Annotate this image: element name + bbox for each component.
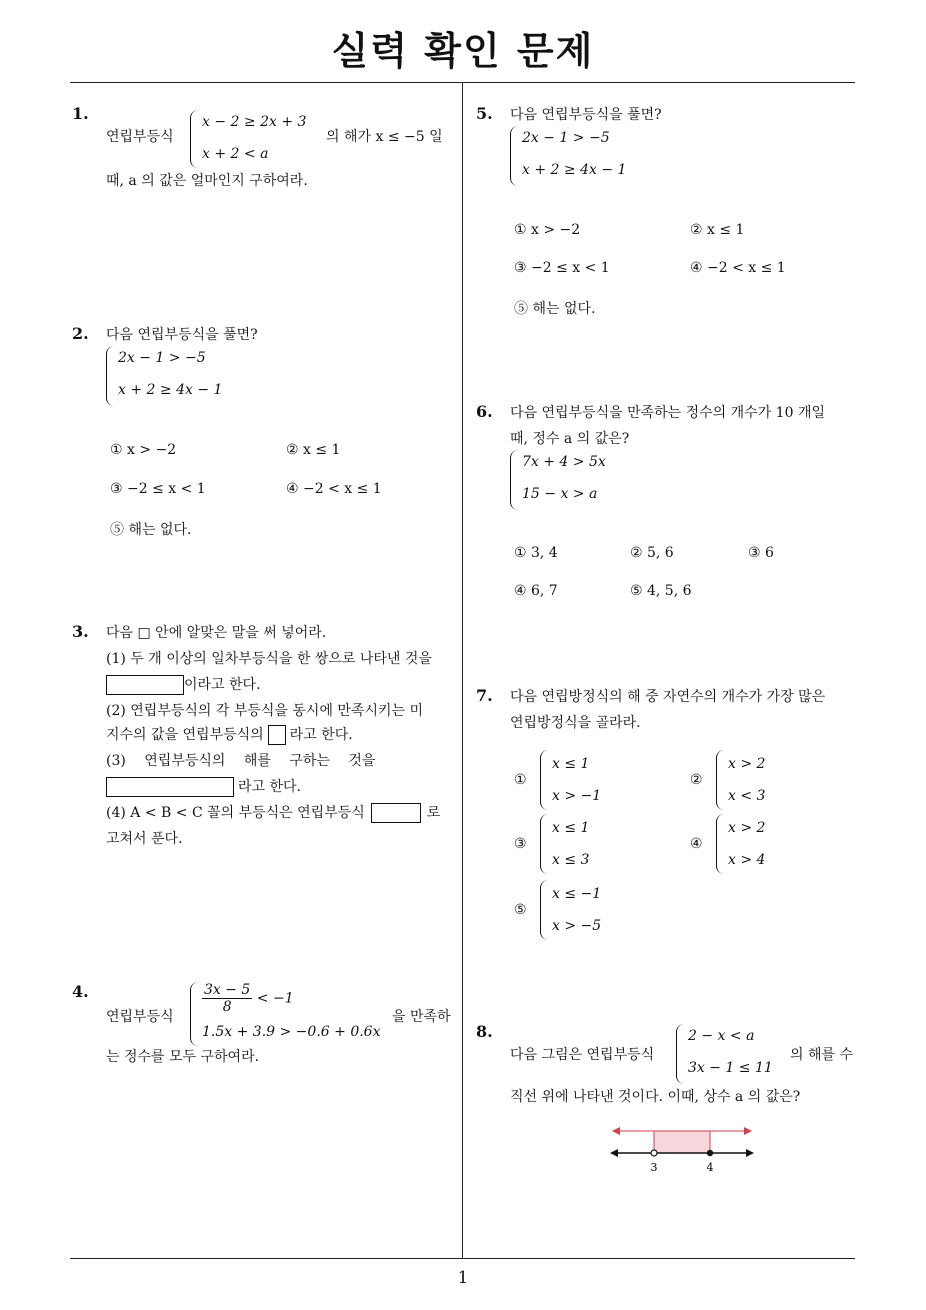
axis-left-arrow-icon	[610, 1149, 618, 1157]
row-tail: < −1	[256, 990, 294, 1007]
question-text: 다음 그림은 연립부등식	[510, 1047, 655, 1063]
choice-5[interactable]: ⑤ 해는 없다.	[514, 301, 596, 317]
inequality-system	[676, 1024, 776, 1084]
column-divider	[462, 83, 463, 1258]
question-line	[106, 722, 353, 748]
question-text: 는 정수를 모두 구하여라.	[106, 1049, 260, 1065]
choice-4[interactable]: ④ −2 < x ≤ 1	[286, 481, 382, 497]
question-number: 4.	[72, 982, 89, 1001]
question-number: 2.	[72, 324, 89, 343]
choice-1-mark[interactable]: ①	[514, 772, 527, 788]
question-text: 고쳐서 푼다.	[106, 831, 183, 847]
brace	[190, 110, 201, 168]
system-row: x < 3	[728, 788, 766, 804]
question-text: 을 만족하	[392, 1009, 451, 1025]
answer-blank[interactable]	[106, 777, 234, 797]
question-line	[106, 672, 261, 698]
question-number: 7.	[476, 686, 493, 705]
question-line	[106, 800, 440, 826]
fraction	[202, 982, 252, 1015]
choice-1[interactable]: ① x > −2	[110, 442, 177, 458]
question-text: (4) A < B < C 꼴의 부등식은 연립부등식	[106, 805, 365, 821]
page-title: 실력 확인 문제	[331, 29, 595, 73]
choice-5-system[interactable]	[540, 880, 620, 940]
answer-blank[interactable]	[371, 803, 421, 823]
system-row: 15 − x > a	[522, 486, 598, 502]
system-row: x > −1	[552, 788, 602, 804]
choice-2-system[interactable]	[716, 750, 796, 810]
question-text: 다음 연립부등식을 만족하는 정수의 개수가 10 개일	[510, 405, 825, 421]
brace	[510, 450, 521, 510]
question-text: 직선 위에 나타낸 것이다. 이때, 상수 a 의 값은?	[510, 1089, 801, 1105]
question-text: (2) 연립부등식의 각 부등식을 동시에 만족시키는 미	[106, 703, 424, 719]
choice-3-mark[interactable]: ③	[514, 836, 527, 852]
choice-3[interactable]: ③ −2 ≤ x < 1	[110, 481, 206, 497]
question-text: 때, 정수 a 의 값은?	[510, 431, 630, 447]
question-text: (1) 두 개 이상의 일차부등식을 한 쌍으로 나타낸 것을	[106, 651, 432, 667]
system-row: 3x − 1 ≤ 11	[688, 1060, 773, 1076]
solution-region	[654, 1131, 710, 1153]
inequality-system	[190, 110, 310, 168]
question-text: 연립부등식	[106, 1009, 174, 1025]
question-text: 다음 연립방정식의 해 중 자연수의 개수가 가장 많은	[510, 689, 826, 705]
question-text: 다음 연립부등식을 풀면?	[510, 107, 662, 123]
page-number: 1	[457, 1268, 469, 1288]
system-row: x ≤ −1	[552, 886, 602, 902]
system-row	[202, 982, 294, 1015]
system-row: x > 2	[728, 756, 766, 772]
tick-label: 3	[650, 1161, 658, 1174]
choice-3[interactable]: ③ 6	[748, 545, 774, 561]
brace	[190, 982, 201, 1046]
left-arrow-icon	[612, 1127, 620, 1135]
question-text: 다음 연립부등식을 풀면?	[106, 327, 258, 343]
question-text: 지수의 값을 연립부등식의	[106, 727, 264, 743]
brace	[716, 814, 727, 874]
choice-5-mark[interactable]: ⑤	[514, 902, 527, 918]
brace	[540, 750, 551, 810]
system-row: 2 − x < a	[688, 1028, 755, 1044]
question-text: 때, a 의 값은 얼마인지 구하여라.	[106, 173, 308, 189]
brace	[676, 1024, 687, 1084]
system-row: x > 4	[728, 852, 766, 868]
question-text: 연립방정식을 골라라.	[510, 715, 641, 731]
question-number: 5.	[476, 104, 493, 123]
tick-label: 4	[706, 1161, 714, 1174]
choice-4[interactable]: ④ 6, 7	[514, 583, 558, 599]
brace	[540, 814, 551, 874]
system-row: 7x + 4 > 5x	[522, 454, 606, 470]
question-text: 연립부등식	[106, 129, 174, 145]
inequality-system	[510, 450, 620, 510]
closed-point	[707, 1150, 713, 1156]
denominator: 8	[222, 999, 232, 1015]
choice-2[interactable]: ② 5, 6	[630, 545, 674, 561]
system-row: x + 2 ≥ 4x − 1	[522, 162, 627, 178]
system-row: x ≤ 1	[552, 820, 590, 836]
question-number: 6.	[476, 402, 493, 421]
choice-4-mark[interactable]: ④	[690, 836, 703, 852]
question-text: (3) 연립부등식의 해를 구하는 것을	[106, 753, 376, 769]
number-line-figure	[608, 1116, 758, 1176]
brace	[106, 346, 117, 406]
choice-5[interactable]: ⑤ 해는 없다.	[110, 522, 192, 538]
system-row: x + 2 ≥ 4x − 1	[118, 382, 223, 398]
question-number: 8.	[476, 1022, 493, 1041]
question-text: 이라고 한다.	[184, 677, 261, 693]
system-row: x + 2 < a	[202, 146, 269, 162]
question-text: 라고 한다.	[238, 779, 301, 795]
inequality-system	[510, 126, 640, 186]
bottom-rule	[70, 1258, 855, 1259]
system-row: x − 2 ≥ 2x + 3	[202, 114, 307, 130]
choice-4[interactable]: ④ −2 < x ≤ 1	[690, 260, 786, 276]
system-row: x > 2	[728, 820, 766, 836]
question-line	[106, 774, 301, 800]
brace	[510, 126, 521, 186]
inequality-system	[106, 346, 236, 406]
system-row: x > −5	[552, 918, 602, 934]
choice-2[interactable]: ② x ≤ 1	[690, 222, 745, 238]
question-text: 로	[426, 805, 441, 821]
system-row: 2x − 1 > −5	[522, 130, 610, 146]
choice-4-system[interactable]	[716, 814, 796, 874]
choice-1-system[interactable]	[540, 750, 620, 810]
question-text: 라고 한다.	[289, 727, 353, 743]
question-number: 3.	[72, 622, 89, 641]
brace	[716, 750, 727, 810]
right-arrow-icon	[744, 1127, 752, 1135]
system-row: 1.5x + 3.9 > −0.6 + 0.6x	[202, 1024, 381, 1040]
system-row: 2x − 1 > −5	[118, 350, 206, 366]
brace	[540, 880, 551, 940]
choice-2[interactable]: ② x ≤ 1	[286, 442, 341, 458]
answer-blank[interactable]	[106, 675, 184, 695]
choice-2-mark[interactable]: ②	[690, 772, 703, 788]
numerator: 3x − 5	[204, 982, 251, 998]
choice-3-system[interactable]	[540, 814, 620, 874]
question-text: 의 해가 x ≤ −5 일	[326, 129, 443, 145]
question-text: 의 해를 수	[790, 1047, 853, 1063]
choice-3[interactable]: ③ −2 ≤ x < 1	[514, 260, 610, 276]
open-point	[651, 1150, 657, 1156]
choice-1[interactable]: ① 3, 4	[514, 545, 558, 561]
choice-1[interactable]: ① x > −2	[514, 222, 581, 238]
system-row: x ≤ 3	[552, 852, 590, 868]
choice-5[interactable]: ⑤ 4, 5, 6	[630, 583, 692, 599]
question-text: 다음 □ 안에 알맞은 말을 써 넣어라.	[106, 625, 327, 641]
inequality-system	[190, 982, 380, 1046]
system-row: x ≤ 1	[552, 756, 590, 772]
answer-blank[interactable]	[268, 725, 286, 745]
question-number: 1.	[72, 104, 89, 123]
axis-right-arrow-icon	[746, 1149, 754, 1157]
